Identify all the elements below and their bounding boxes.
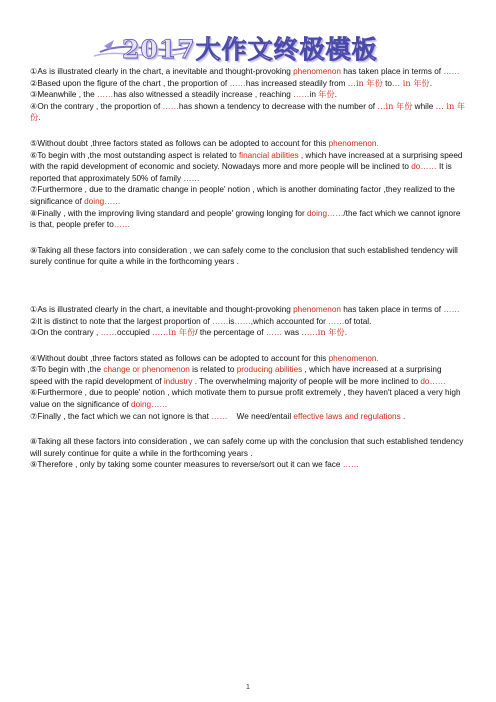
paragraph-s2-5: ⑤To begin with ,the change or phenomenon is related to producing abilities , which have increased at a surprising speed with the rapid development of industry . The overwhelming majority of people will be more inclined to do…… — [30, 365, 446, 386]
paragraph-s1-6: ⑥To begin with ,the most outstanding aspect is related to financial abilities , which have increased at a surprising speed with the rapid development of economic and society. Nowadays more and more people will be inclined to do…… It is reported that approximately 50% of family …… — [30, 150, 463, 183]
page-title: 2017大作文终极模板 — [122, 35, 378, 64]
document-body — [30, 66, 466, 471]
paragraph-s1-2: ②Based upon the figure of the chart , the proportion of ……has increased steadily from …in 年份 to… in 年份. — [30, 77, 433, 88]
paragraph-s1-9: ⑨Taking all these factors into consideration , we can safely come to the conclusion that such established tendency will surely continue for quite a while in the forthcoming years . — [30, 245, 458, 267]
paragraph-s2-7: ⑦Finally , the fact which we can not ignore is that …… We need/entail effective laws and regulations . — [30, 411, 406, 421]
paragraph-s1-1: ①As is illustrated clearly in the chart, a inevitable and thought-provoking phenomenon has taken place in terms of …… — [30, 67, 460, 76]
paragraph-s2-3: ③On the contrary , ……occupied ……in 年份/ the percentage of …… was ……in 年份. — [30, 327, 348, 338]
paragraph-s1-4: ④On the contrary , the proportion of ……has shown a tendency to decrease with the number of …in 年份 while … in 年份. — [30, 100, 466, 123]
paragraph-s1-5: ⑤Without doubt ,three factors stated as follows can be adopted to account for this phenomenon. — [30, 138, 379, 148]
paragraph-s2-6: ⑥Furthermore , due to people' notion , which motivate them to pursue profit extremely , they haven't placed a very high value on the significance of doing…… — [30, 388, 461, 410]
paragraph-s1-3: ③Meanwhile , the ……has also witnessed a steadily increase , reaching ……in 年份. — [30, 89, 338, 100]
paragraph-s1-7: ⑦Furthermore , due to the dramatic change in people' notion , which is another dominating factor ,they realized to the significance of doing…… — [30, 185, 455, 206]
paragraph-s2-4: ④Without doubt ,three factors stated as follows can be adopted to account for this phenomenon. — [30, 353, 379, 363]
paragraph-s2-2: ②It is distinct to note that the largest proportion of ……is……,which accounted for ……of total. — [30, 316, 372, 326]
paragraph-s2-1: ①As is illustrated clearly in the chart, a inevitable and thought-provoking phenomenon has taken place in terms of …… — [30, 304, 460, 314]
paragraph-s1-8: ⑧Finally , with the improving living standard and people' growing longing for doing……/the fact which we cannot ignore is that, people prefer to…… — [30, 208, 461, 230]
paragraph-s2-9: ⑨Therefore , only by taking some counter measures to reverse/sort out it can we face …… — [30, 460, 360, 470]
paragraph-s2-8: ⑧Taking all these factors into consideration , we can safely come up with the conclusion that such established tendency will surely continue for quite a while in the forthcoming years . — [30, 437, 464, 458]
page-number: 1 — [246, 684, 250, 691]
